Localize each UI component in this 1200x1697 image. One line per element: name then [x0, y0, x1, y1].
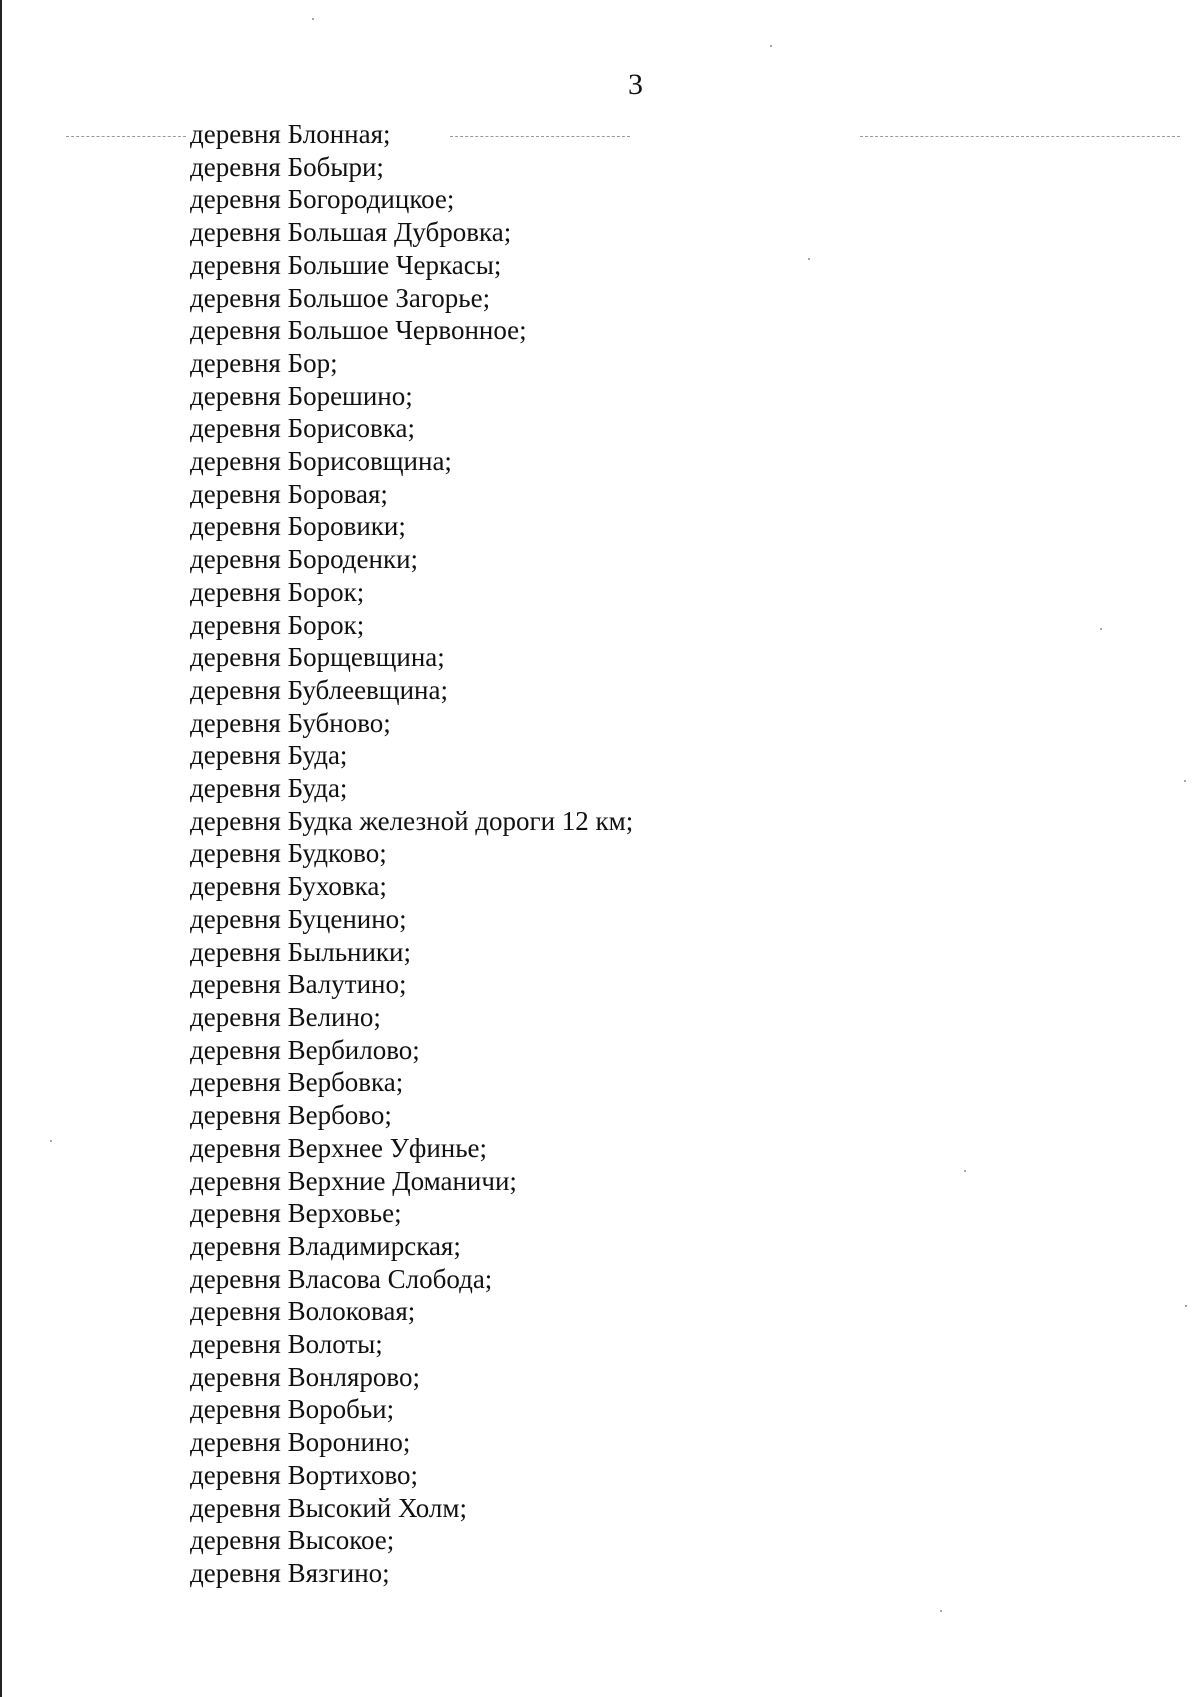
settlement-item: деревня Борок; — [190, 609, 365, 640]
settlement-item: деревня Богородицкое; — [190, 184, 455, 215]
settlement-item: деревня Вербилово; — [190, 1034, 420, 1065]
page-number: 3 — [628, 68, 643, 101]
settlement-item: деревня Валутино; — [190, 969, 407, 1000]
scan-artifact-line — [860, 136, 1180, 138]
settlement-item: деревня Будково; — [190, 838, 387, 869]
settlement-item: деревня Воробьи; — [190, 1394, 395, 1425]
settlement-item: деревня Высокое; — [190, 1525, 395, 1556]
scan-speck — [940, 1610, 942, 1612]
scan-speck — [312, 18, 314, 20]
scan-speck — [50, 1140, 52, 1142]
settlement-item: деревня Верхние Доманичи; — [190, 1165, 517, 1196]
settlement-item: деревня Бублеевщина; — [190, 674, 448, 705]
scan-speck — [964, 1170, 966, 1172]
settlement-item: деревня Буда; — [190, 740, 348, 771]
scan-speck — [770, 45, 772, 47]
settlement-item: деревня Борщевщина; — [190, 642, 445, 673]
settlement-item: деревня Буховка; — [190, 871, 387, 902]
settlement-item: деревня Воронино; — [190, 1427, 411, 1458]
scan-speck — [1100, 628, 1102, 630]
settlement-item: деревня Бубново; — [190, 707, 391, 738]
settlement-item: деревня Борисовщина; — [190, 446, 452, 477]
settlement-item: деревня Будка железной дороги 12 км; — [190, 805, 634, 836]
scan-speck — [1184, 780, 1186, 782]
settlement-item: деревня Большое Загорье; — [190, 282, 491, 313]
settlement-item: деревня Высокий Холм; — [190, 1492, 467, 1523]
settlement-item: деревня Бор; — [190, 347, 338, 378]
settlement-item: деревня Большие Черкасы; — [190, 249, 502, 280]
scan-left-edge — [0, 0, 2, 1697]
settlement-item: деревня Боровики; — [190, 511, 406, 542]
settlement-item: деревня Буда; — [190, 773, 348, 804]
settlement-item: деревня Власова Слобода; — [190, 1263, 493, 1294]
settlement-item: деревня Боровая; — [190, 478, 388, 509]
settlement-item: деревня Волоты; — [190, 1329, 383, 1360]
settlement-item: деревня Борок; — [190, 576, 365, 607]
settlement-item: деревня Борисовка; — [190, 413, 415, 444]
settlement-item: деревня Быльники; — [190, 936, 411, 967]
settlement-item: деревня Борешино; — [190, 380, 413, 411]
settlement-item: деревня Бобыри; — [190, 151, 384, 182]
settlement-item: деревня Вонлярово; — [190, 1361, 420, 1392]
settlement-item: деревня Владимирская; — [190, 1230, 461, 1261]
settlement-item: деревня Вербовка; — [190, 1067, 404, 1098]
settlement-item: деревня Большая Дубровка; — [190, 217, 512, 248]
settlement-item: деревня Вортихово; — [190, 1459, 419, 1490]
settlement-item: деревня Блонная; — [190, 119, 391, 149]
settlement-item: деревня Бороденки; — [190, 544, 419, 575]
settlement-item: деревня Вязгино; — [190, 1557, 390, 1588]
scan-speck — [808, 258, 810, 260]
settlement-item: деревня Верховье; — [190, 1198, 402, 1229]
scan-speck — [1185, 1305, 1187, 1307]
settlement-item: деревня Вербово; — [190, 1100, 392, 1131]
settlement-item: деревня Верхнее Уфинье; — [190, 1132, 488, 1163]
settlement-item: деревня Волоковая; — [190, 1296, 416, 1327]
settlement-item: деревня Велино; — [190, 1001, 381, 1032]
settlement-item: деревня Большое Червонное; — [190, 315, 527, 346]
settlement-item: деревня Буценино; — [190, 903, 407, 934]
settlement-list — [190, 118, 633, 1590]
scan-artifact-line — [66, 136, 186, 138]
